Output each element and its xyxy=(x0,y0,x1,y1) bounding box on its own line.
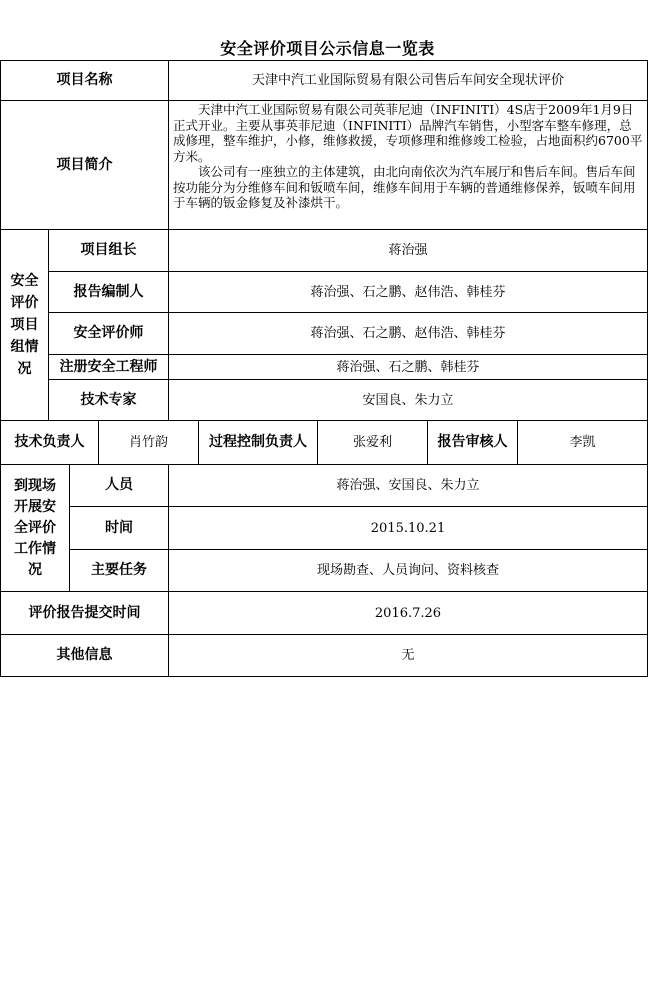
other-info-value: 无 xyxy=(168,634,648,677)
process-control-label: 过程控制负责人 xyxy=(198,420,318,465)
tech-expert-value: 安国良、朱力立 xyxy=(168,379,648,421)
onsite-staff-label: 人员 xyxy=(69,464,169,507)
report-author-value: 蒋治强、石之鹏、赵伟浩、韩桂芬 xyxy=(168,271,648,313)
project-intro-label: 项目简介 xyxy=(0,100,169,230)
safety-evaluator-value: 蒋治强、石之鹏、赵伟浩、韩桂芬 xyxy=(168,312,648,355)
project-name-label: 项目名称 xyxy=(0,60,169,101)
info-table xyxy=(0,60,648,677)
onsite-time-value: 2015.10.21 xyxy=(168,506,648,550)
report-author-label: 报告编制人 xyxy=(48,271,169,313)
tech-lead-label: 技术负责人 xyxy=(0,420,99,465)
team-leader-label: 项目组长 xyxy=(48,229,169,272)
onsite-label: 到现场开展安全评价工作情况 xyxy=(0,464,70,592)
team-leader-value: 蒋治强 xyxy=(168,229,648,272)
registered-engineer-value: 蒋治强、石之鹏、韩桂芬 xyxy=(168,354,648,380)
team-label: 安全评价项目组情况 xyxy=(0,229,49,421)
tech-lead-value: 肖竹韵 xyxy=(98,420,199,465)
tech-expert-label: 技术专家 xyxy=(48,379,169,421)
report-reviewer-value: 李凯 xyxy=(517,420,648,465)
intro-paragraph-1: 天津中汽工业国际贸易有限公司英菲尼迪（INFINITI）4S店于2009年1月9日正式开业。主要从事英菲尼迪（INFINITI）品牌汽车销售，小型客车整车修理，总成修理，整车维护，小修，维修救援，专项修理和维修竣工检验，占地面积约6700平方米。 xyxy=(173,102,643,164)
onsite-task-value: 现场勘查、人员询问、资料核查 xyxy=(168,549,648,592)
onsite-task-label: 主要任务 xyxy=(69,549,169,592)
intro-paragraph-2: 该公司有一座独立的主体建筑，由北向南依次为汽车展厅和售后车间。售后车间按功能分为分维修车间和钣喷车间，维修车间用于车辆的普通维修保养，钣喷车间用于车辆的钣金修复及补漆烘干。 xyxy=(173,164,636,210)
submit-time-value: 2016.7.26 xyxy=(168,591,648,635)
submit-time-label: 评价报告提交时间 xyxy=(0,591,169,635)
registered-engineer-label: 注册安全工程师 xyxy=(48,354,169,380)
other-info-label: 其他信息 xyxy=(0,634,169,677)
onsite-staff-value: 蒋治强、安国良、朱力立 xyxy=(168,464,648,507)
project-intro-text xyxy=(168,100,648,230)
page-title: 安全评价项目公示信息一览表 xyxy=(220,39,435,58)
report-reviewer-label: 报告审核人 xyxy=(427,420,518,465)
process-control-value: 张爱利 xyxy=(317,420,428,465)
project-name-value: 天津中汽工业国际贸易有限公司售后车间安全现状评价 xyxy=(168,60,648,101)
safety-evaluator-label: 安全评价师 xyxy=(48,312,169,355)
onsite-time-label: 时间 xyxy=(69,506,169,550)
